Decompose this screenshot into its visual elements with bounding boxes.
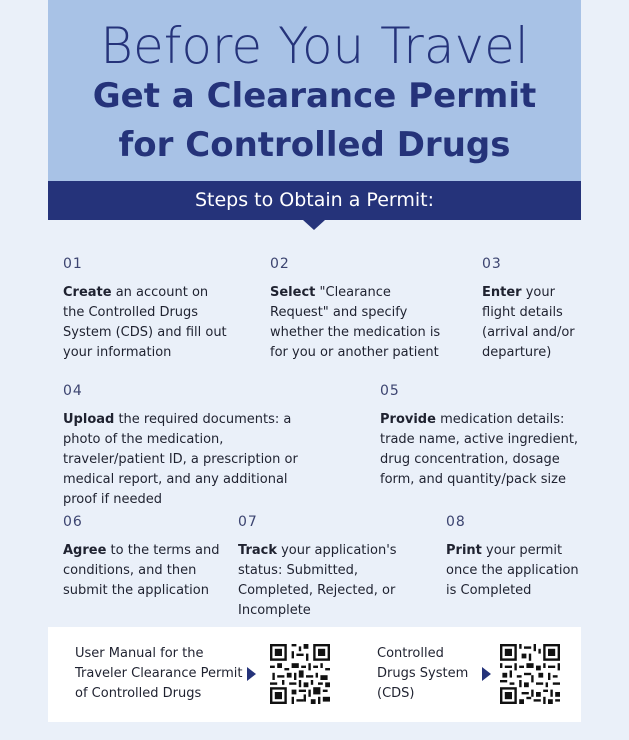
step-number: 03: [482, 256, 502, 272]
step-text: "Clearance Request" and specify whether the medication is for you or another patient: [270, 285, 441, 360]
step-description: [63, 541, 221, 601]
step-03: [482, 255, 582, 363]
play-arrow-icon: [247, 667, 256, 681]
step-verb: Track: [238, 543, 277, 558]
step-description: [482, 283, 582, 363]
header-title-before-you-travel: Before You Travel: [100, 17, 529, 75]
step-description: [446, 541, 582, 601]
step-05: [380, 382, 580, 490]
step-description: [380, 410, 580, 490]
step-06: [63, 513, 221, 601]
step-08: [446, 513, 582, 601]
header-banner: [48, 0, 581, 181]
step-text: the required documents: a photo of the medication, traveler/patient ID, a prescription or medical report, and any additional proof if needed: [63, 412, 298, 507]
step-verb: Print: [446, 543, 482, 558]
step-description: [63, 410, 325, 510]
step-number: 06: [63, 514, 83, 530]
step-verb: Upload: [63, 412, 115, 427]
step-01: [63, 255, 233, 363]
band-pointer-icon: [303, 220, 325, 230]
play-arrow-icon: [482, 667, 491, 681]
step-verb: Select: [270, 285, 316, 300]
qr-code-icon[interactable]: [500, 644, 560, 704]
step-number: 01: [63, 256, 83, 272]
step-text: your application's status: Submitted, Completed, Rejected, or Incomplete: [238, 543, 397, 618]
step-02: [270, 255, 450, 363]
step-verb: Create: [63, 285, 112, 300]
step-number: 07: [238, 514, 258, 530]
step-description: [238, 541, 430, 621]
step-number: 08: [446, 514, 466, 530]
step-description: [270, 283, 450, 363]
step-number: 02: [270, 256, 290, 272]
step-description: [63, 283, 233, 363]
step-verb: Enter: [482, 285, 522, 300]
header-title-line3: for Controlled Drugs: [118, 125, 511, 165]
step-verb: Provide: [380, 412, 436, 427]
step-verb: Agree: [63, 543, 107, 558]
cds-label: Controlled Drugs System (CDS): [377, 646, 469, 701]
header-title-line2: Get a Clearance Permit: [92, 76, 537, 116]
step-number: 04: [63, 383, 83, 399]
user-manual-label: User Manual for the Traveler Clearance Permit of Controlled Drugs: [75, 646, 243, 701]
step-text: your permit once the application is Completed: [446, 543, 579, 598]
step-text: your flight details (arrival and/or departure): [482, 285, 575, 360]
step-text: medication details: trade name, active ingredient, drug concentration, dosage form, and quantity/pack size: [380, 412, 579, 487]
step-text: an account on the Controlled Drugs System (CDS) and fill out your information: [63, 285, 227, 360]
step-text: to the terms and conditions, and then submit the application: [63, 543, 220, 598]
step-07: [238, 513, 430, 621]
step-number: 05: [380, 383, 400, 399]
steps-band: Steps to Obtain a Permit:: [48, 181, 581, 220]
step-04: [63, 382, 325, 510]
qr-code-icon[interactable]: [270, 644, 330, 704]
footer-links-panel: [48, 627, 581, 722]
